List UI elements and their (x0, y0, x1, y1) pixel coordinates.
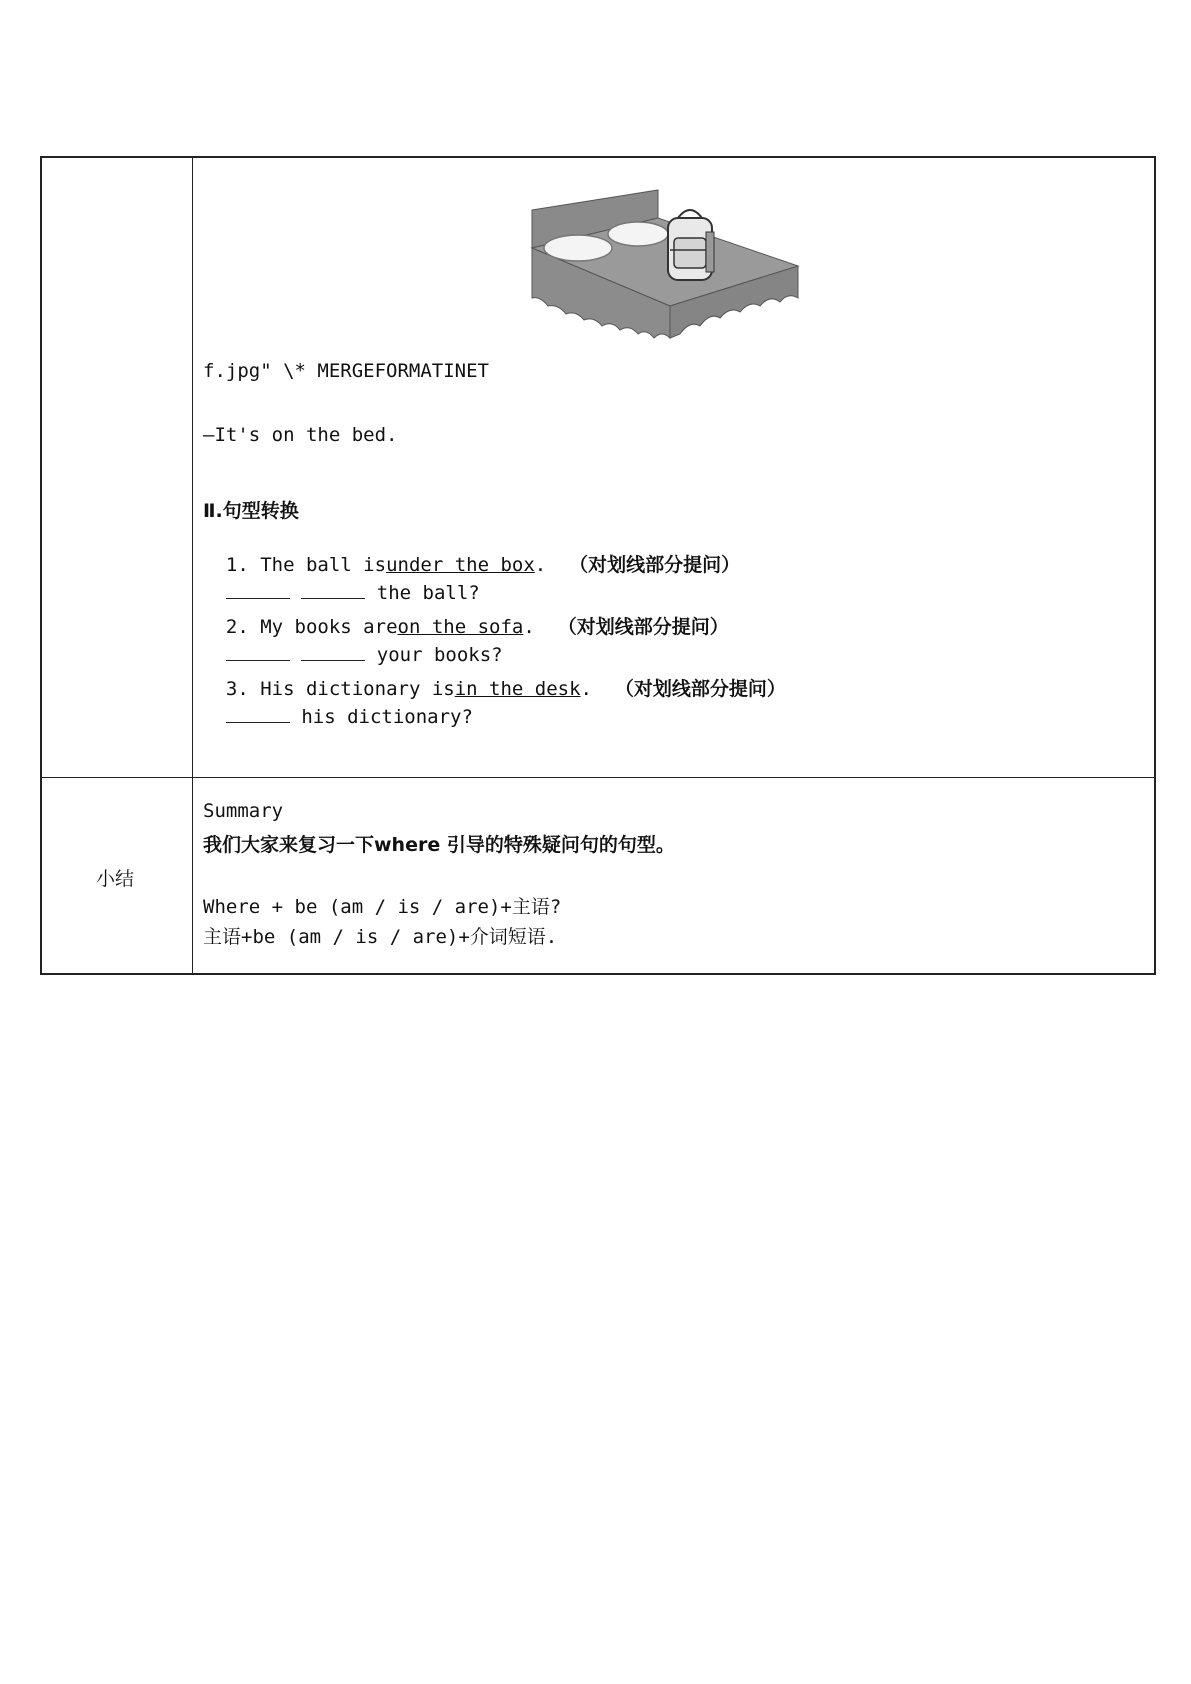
underlined-phrase: in the desk (454, 678, 581, 700)
column-divider (192, 158, 193, 973)
answer-line-3 (203, 684, 473, 728)
item-note: （对划线部分提问） (614, 678, 786, 700)
summary-title: Summary (203, 800, 284, 822)
summary-pattern-answer: 主语+be (am / is / are)+介词短语. (203, 926, 558, 948)
summary-intro: 我们大家来复习一下where 引导的特殊疑问句的句型。 (203, 834, 675, 856)
row-divider (42, 777, 1154, 778)
summary-row-label: 小结 (95, 868, 134, 890)
item-note: （对划线部分提问） (557, 616, 729, 638)
underlined-phrase: on the sofa (397, 616, 524, 638)
answer-tail: your books? (376, 644, 503, 666)
answer-text: —It's on the bed. (203, 424, 398, 446)
answer-tail: his dictionary? (301, 706, 473, 728)
item-number: 2. (225, 616, 249, 638)
item-suffix: . (523, 616, 535, 638)
underlined-phrase: under the box (386, 554, 535, 576)
summary-pattern-question: Where + be (am / is / are)+主语? (203, 896, 562, 918)
item-prefix: His dictionary is (260, 678, 455, 700)
item-note: （对划线部分提问） (569, 554, 741, 576)
item-suffix: . (580, 678, 592, 700)
answer-tail: the ball? (376, 582, 480, 604)
item-number: 3. (225, 678, 249, 700)
section-title: Ⅱ.句型转换 (203, 500, 299, 522)
item-suffix: . (534, 554, 547, 576)
image-caption: f.jpg" \* MERGEFORMATINET (203, 360, 489, 382)
item-prefix: The ball is (260, 554, 387, 576)
bed-with-backpack-image (530, 188, 826, 348)
fill-blank[interactable] (226, 706, 290, 723)
item-number: 1. (225, 554, 249, 576)
item-prefix: My books are (260, 616, 398, 638)
